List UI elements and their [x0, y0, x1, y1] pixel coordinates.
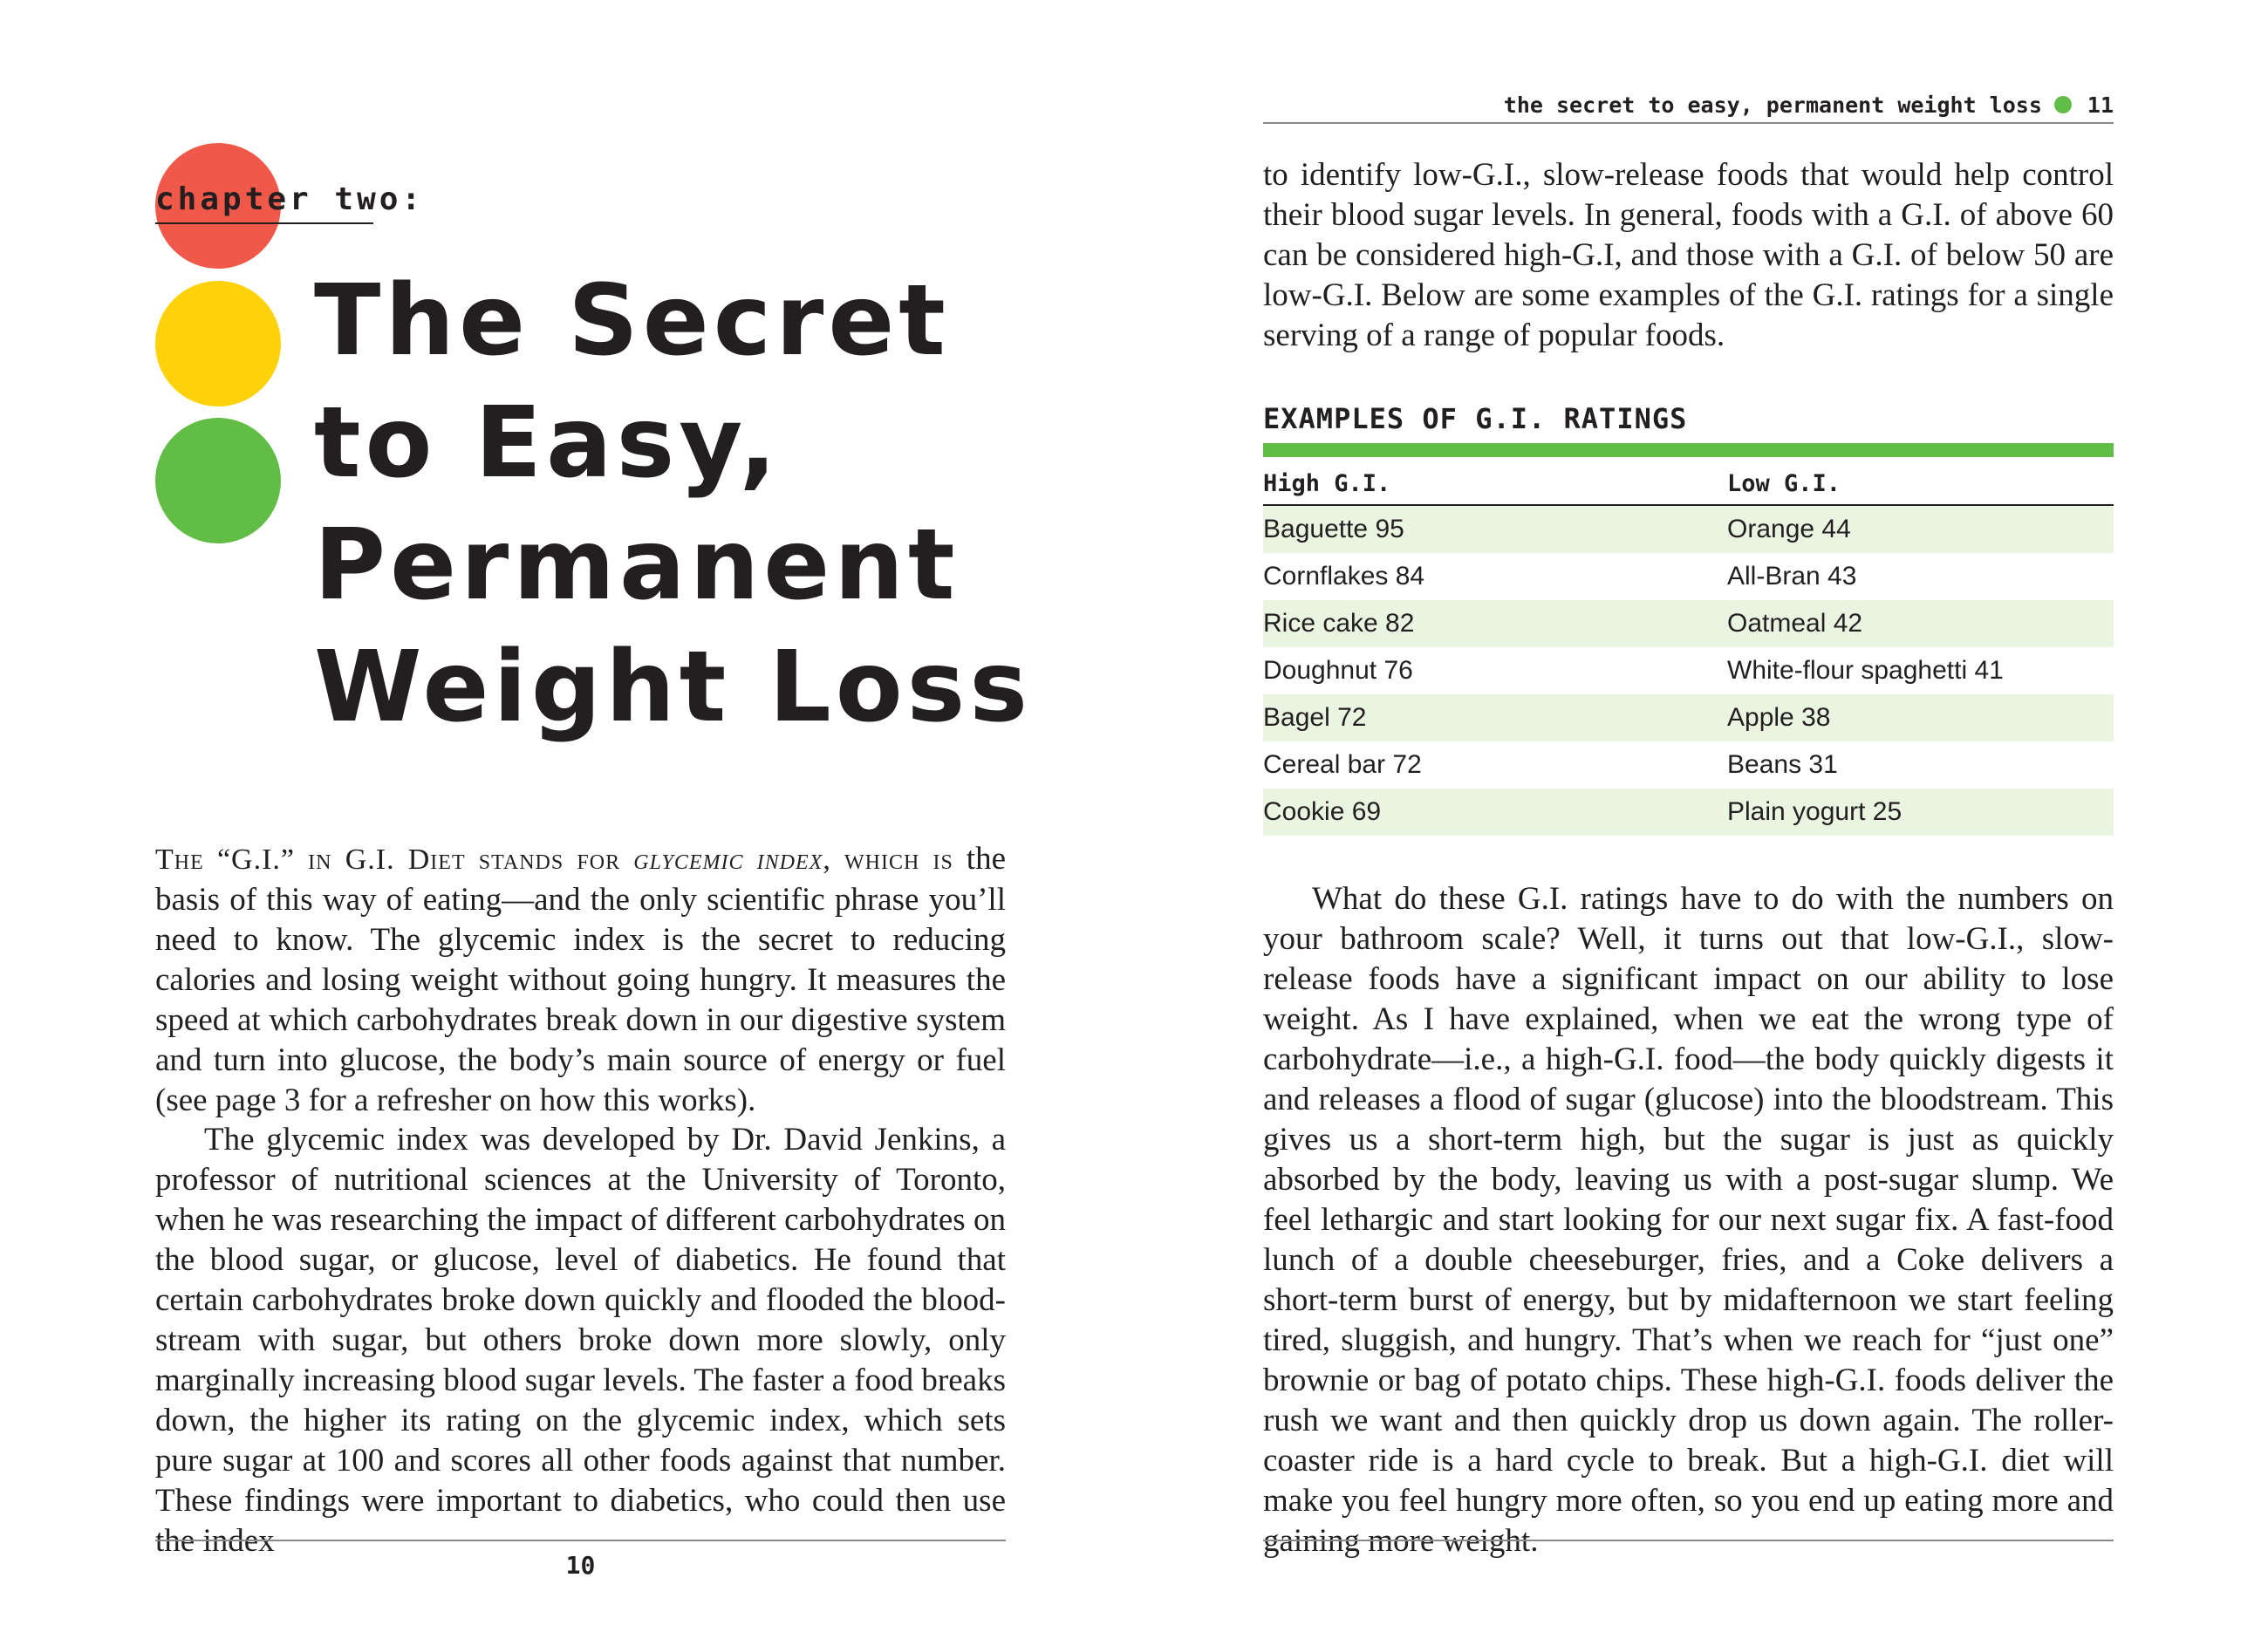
body-paragraph: to identify low-G.I., slow-release foods that would help control their blood sugar levels. In general, foods with a G.I. of above 60 can be considered high-G.I, and those with a G.I. of below 50 are low-G.I. Below are some examples of the G.I. ratings for a single serving of a range of popular foods. [1263, 157, 2114, 353]
table-row [1263, 647, 2114, 694]
column-header: High G.I. [1263, 462, 1727, 505]
footer-rule [1263, 1540, 2114, 1541]
table-cell: Oatmeal 42 [1727, 600, 2114, 647]
header-rule [1263, 122, 2114, 124]
table-row [1263, 789, 2114, 836]
right-page [1134, 0, 2268, 1646]
table-cell: Doughnut 76 [1263, 656, 1413, 685]
table-cell: Apple 38 [1727, 694, 2114, 741]
table-cell: Orange 44 [1727, 505, 2114, 553]
running-head [1504, 91, 2114, 119]
title-line: Weight Loss [314, 631, 1032, 744]
chapter-title [314, 260, 1099, 748]
table-row [1263, 741, 2114, 789]
table-cell: Rice cake 82 [1263, 600, 1727, 647]
table-accent-bar [1263, 443, 2114, 457]
body-paragraph: The “G.I.” in G.I. Diet stands for glycemic index, which is the basis of this way of eating—and the only scientific phrase you’ll need to know. The glycemic index is the secret to reducing calories and losing weight without going hungry. It measures the speed at which carbohydrates break down in our digestive system and turn into glucose, the body’s main source of energy or fuel (see page 3 for a refresher on how this works). [155, 841, 1007, 1118]
chapter-label: chapter two: [155, 181, 373, 224]
table-row [1263, 694, 2114, 741]
title-line: Permanent [314, 509, 960, 622]
table-cell: Cereal bar 72 [1263, 750, 1422, 779]
table-cell: Cookie 69 [1263, 789, 1727, 836]
table-row [1263, 600, 2114, 647]
table-cell: White-flour spaghetti 41 [1727, 656, 2004, 685]
title-line: The Secret [314, 264, 950, 378]
body-paragraph: The glycemic index was developed by Dr. David Jenkins, a professor of nutritional sciences at the University of Toronto, when he was researching the impact of different carbohydrates on the blood sugar, or glucose, level of diabetics. He found that certain carbohydrates broke down quickly and flooded the bloodstream with sugar, but others broke down more slowly, only marginally increasing blood sugar levels. The faster a food breaks down, the higher its rating on the glycemic index, which sets pure sugar at 100 and scores all other foods against that number. These findings were important to diabetics, who could then use the index [155, 1122, 1006, 1559]
page-number: 10 [565, 1551, 596, 1580]
table-cell: Plain yogurt 25 [1727, 789, 2114, 836]
table-cell: Cornflakes 84 [1263, 562, 1425, 591]
green-dot-icon [2054, 96, 2072, 113]
table-title: EXAMPLES OF G.I. RATINGS [1263, 402, 1688, 435]
yellow-circle-icon [155, 281, 281, 406]
lead-in: The “G.I.” in G.I. Diet stands for glycemic index, which is [155, 843, 953, 876]
table-cell: Beans 31 [1727, 750, 1838, 779]
table-row [1263, 553, 2114, 600]
body-paragraph: What do these G.I. ratings have to do with the numbers on your bathroom scale? Well, it turns out that low-G.I., slow-release foods have a significant impact on our ability to lose weight. As I have explained, when we eat the wrong type of carbohydrate—i.e., a high-G.I. food—the body quickly digests it and releases a flood of sugar (glucose) into the bloodstream. This gives us a short-term high, but the sugar is just as quickly absorbed by the body, leaving us with a post-sugar slump. We feel lethargic and start looking for our next sugar fix. A fast-food lunch of a double cheeseburger, fries, and a Coke delivers a short-term burst of energy, but by midafternoon we start feeling tired, sluggish, and hungry. That’s when we reach for “just one” brownie or bag of potato chips. These high-G.I. foods deliver the rush we want and then quickly drop us down again. The roller-coaster ride is a hard cycle to break. But a high-G.I. diet will make you feel hungry more often, so you end up eating more and gaining more weight. [1263, 881, 2114, 1559]
table-cell: Baguette 95 [1263, 505, 1727, 553]
table-row [1263, 505, 2114, 553]
table-cell: All-Bran 43 [1727, 562, 1857, 591]
column-header: Low G.I. [1727, 462, 2114, 505]
table-header-row [1263, 462, 2114, 505]
green-circle-icon [155, 418, 281, 543]
gi-ratings-table [1263, 462, 2114, 836]
title-line: to Easy, [314, 386, 782, 500]
table-cell: Bagel 72 [1263, 694, 1727, 741]
footer-rule [155, 1540, 1006, 1541]
running-head-title: the secret to easy, permanent weight loss [1503, 92, 2042, 118]
page-number: 11 [2087, 92, 2114, 118]
